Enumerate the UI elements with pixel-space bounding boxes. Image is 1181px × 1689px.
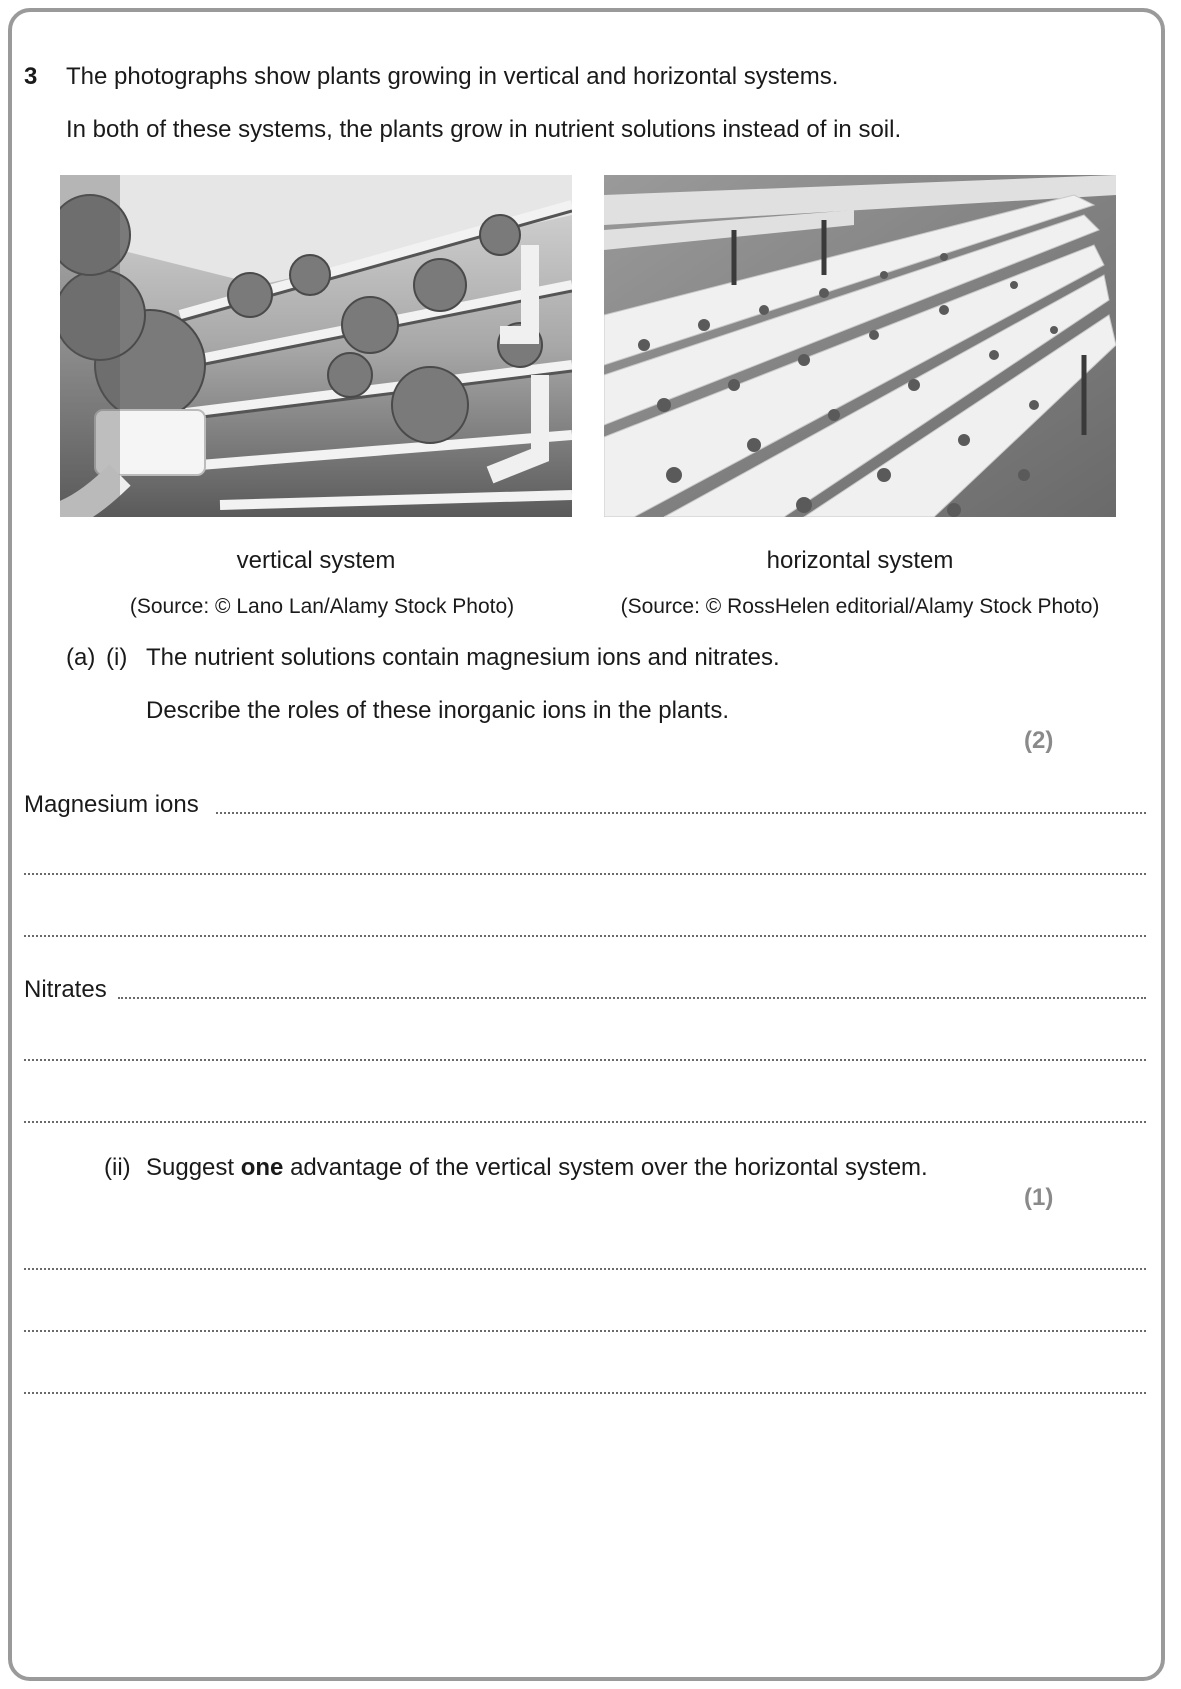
horizontal-system-photo xyxy=(604,175,1116,517)
magnesium-answer-line-2[interactable] xyxy=(24,873,1146,875)
nitrates-label: Nitrates xyxy=(24,976,107,1003)
advantage-answer-line-2[interactable] xyxy=(24,1330,1146,1332)
magnesium-answer-line-3[interactable] xyxy=(24,935,1146,937)
part-a-ii-text-bold: one xyxy=(240,1154,284,1181)
magnesium-answer-line-1[interactable] xyxy=(216,812,1146,814)
part-a-ii-question xyxy=(146,1153,928,1183)
part-a-i-marks: (2) xyxy=(1024,727,1054,754)
nitrates-answer-line-2[interactable] xyxy=(24,1059,1146,1061)
part-a-i-line2: Describe the roles of these inorganic ions in the plants. xyxy=(146,697,729,724)
vertical-system-photo xyxy=(60,175,572,517)
part-a-ii-marks: (1) xyxy=(1024,1184,1054,1211)
question-number: 3 xyxy=(24,63,38,90)
question-intro-line2: In both of these systems, the plants grow in nutrient solutions instead of in soil. xyxy=(66,116,902,143)
vertical-photo-source: (Source: © Lano Lan/Alamy Stock Photo) xyxy=(129,595,515,618)
part-a-ii-text-before: Suggest xyxy=(146,1154,241,1181)
part-i-label: (i) xyxy=(106,644,128,671)
part-a-i-line1: The nutrient solutions contain magnesium ions and nitrates. xyxy=(146,644,780,671)
horizontal-photo-source: (Source: © RossHelen editorial/Alamy Stock Photo) xyxy=(620,595,1100,618)
advantage-answer-line-1[interactable] xyxy=(24,1268,1146,1270)
nitrates-answer-line-3[interactable] xyxy=(24,1121,1146,1123)
part-a-label: (a) xyxy=(66,644,96,671)
advantage-answer-line-3[interactable] xyxy=(24,1392,1146,1394)
horizontal-system-caption: horizontal system xyxy=(766,547,954,574)
nitrates-answer-line-1[interactable] xyxy=(118,997,1146,999)
question-intro-line1: The photographs show plants growing in vertical and horizontal systems. xyxy=(66,63,839,90)
part-ii-label: (ii) xyxy=(104,1154,131,1181)
magnesium-ions-label: Magnesium ions xyxy=(24,791,199,818)
vertical-system-caption: vertical system xyxy=(236,547,396,574)
part-a-ii-text-after: advantage of the vertical system over the horizontal system. xyxy=(283,1154,928,1181)
